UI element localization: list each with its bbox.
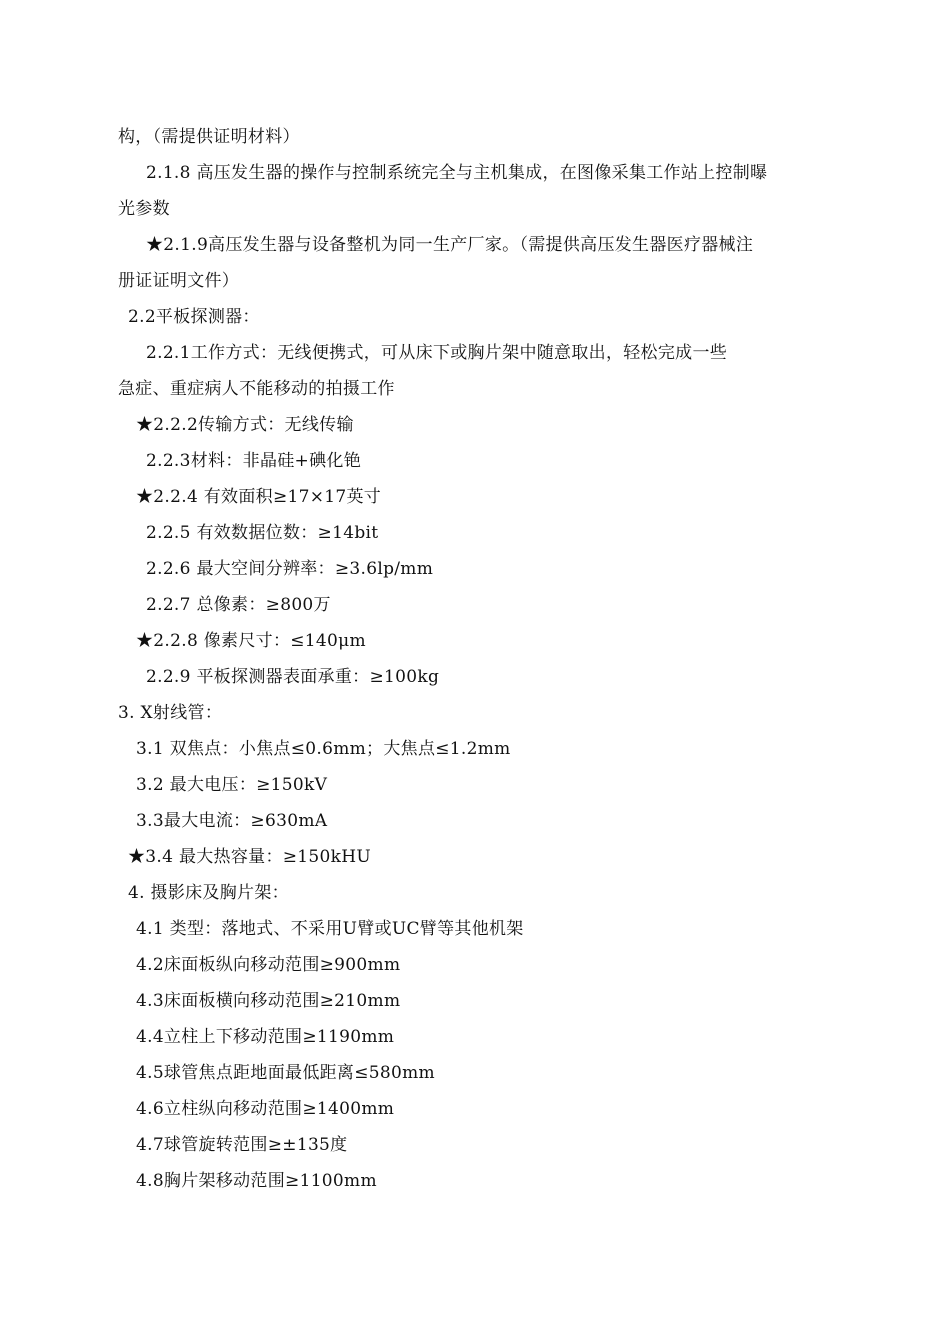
text-line: 4.4立柱上下移动范围≥1190mm (136, 1027, 395, 1047)
text-line: ★2.2.8 像素尺寸：≤140μm (136, 631, 366, 651)
text-line: ★2.1.9高压发生器与设备整机为同一生产厂家。（需提供高压发生器医疗器械注 (146, 235, 754, 255)
section-heading: 4. 摄影床及胸片架： (128, 883, 289, 903)
text-line: 构，（需提供证明材料） (118, 127, 300, 147)
section-heading: 3. X射线管： (118, 703, 223, 723)
text-line: ★2.2.2传输方式：无线传输 (136, 415, 354, 435)
text-line: 册证证明文件） (118, 271, 240, 291)
text-line: 4.3床面板横向移动范围≥210mm (136, 991, 401, 1011)
text-line: 4.2床面板纵向移动范围≥900mm (136, 955, 401, 975)
text-line: 2.2.6 最大空间分辨率：≥3.6lp/mm (146, 559, 434, 579)
text-line: 2.2.5 有效数据位数：≥14bit (146, 523, 379, 543)
text-line: 急症、重症病人不能移动的拍摄工作 (118, 379, 395, 399)
text-line: 3.3最大电流：≥630mA (136, 811, 328, 831)
text-line: 4.1 类型：落地式、不采用U臂或UC臂等其他机架 (136, 919, 524, 939)
text-line: 3.2 最大电压：≥150kV (136, 775, 328, 795)
text-line: 4.6立柱纵向移动范围≥1400mm (136, 1099, 395, 1119)
text-line: 2.2.3材料：非晶硅+碘化铯 (146, 451, 361, 471)
text-line: 2.2.9 平板探测器表面承重：≥100kg (146, 667, 440, 687)
text-line: 光参数 (118, 199, 170, 219)
text-line: 2.2.1工作方式：无线便携式，可从床下或胸片架中随意取出，轻松完成一些 (146, 343, 728, 363)
text-line: 4.8胸片架移动范围≥1100mm (136, 1171, 377, 1191)
text-line: ★3.4 最大热容量：≥150kHU (128, 847, 371, 867)
text-line: ★2.2.4 有效面积≥17×17英寸 (136, 487, 382, 507)
text-line: 4.5球管焦点距地面最低距离≤580mm (136, 1063, 435, 1083)
text-line: 2.1.8 高压发生器的操作与控制系统完全与主机集成，在图像采集工作站上控制曝 (146, 163, 768, 183)
text-line: 3.1 双焦点：小焦点≤0.6mm；大焦点≤1.2mm (136, 739, 511, 759)
section-heading: 2.2平板探测器： (128, 307, 260, 327)
text-line: 4.7球管旋转范围≥±135度 (136, 1135, 348, 1155)
text-line: 2.2.7 总像素：≥800万 (146, 595, 331, 615)
